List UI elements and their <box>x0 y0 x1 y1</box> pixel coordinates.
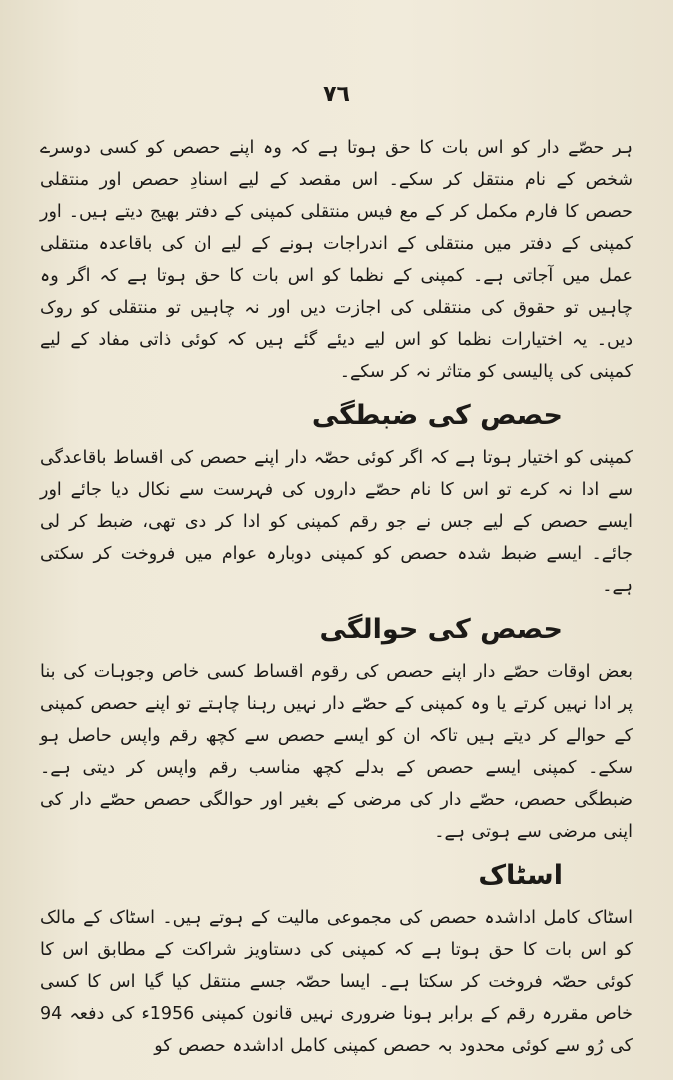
page-number: ٧٦ <box>323 82 350 107</box>
heading-forfeiture: حصص کی ضبطگی <box>311 400 563 431</box>
heading-stock: اسٹاک <box>478 860 563 891</box>
page-content <box>40 132 633 1062</box>
paragraph-share-transfer: ہر حصّے دار کو اس بات کا حق ہوتا ہے کہ وہ اپنے حصص کو کسی دوسرے شخص کے نام منتقل کر سکے۔ اس مقصد کے لیے اسنادِ حصص اور منتقلی حصص کا فارم مکمل کر کے مع فیس منتقلی کمپنی کے دفتر بھیج دیتے ہیں۔ اور کمپنی کے دفتر میں منتقلی کے اندراجات ہونے کے لیے ان کی باقاعدہ منتقلی عمل میں آجاتی ہے۔ کمپنی کے نظما کو اس بات کا حق ہوتا ہے کہ اگر وہ چاہیں تو حقوق کی منتقلی کی اجازت دیں اور نہ چاہیں تو منتقلی کو روک دیں۔ یہ اختیارات نظما کو اس لیے دیئے گئے ہیں کہ کوئی ذاتی مفاد کے لیے کمپنی کی پالیسی کو متاثر نہ کر سکے۔ <box>40 138 633 382</box>
paragraph-stock: اسٹاک کامل اداشدہ حصص کی مجموعی مالیت کے ہوتے ہیں۔ اسٹاک کے مالک کو اس بات کا حق ہوتا ہے کہ کمپنی کی دستاویز شراکت کے مطابق اس کا کوئی حصّہ فروخت کر سکتا ہے۔ ایسا حصّہ جسے منتقل کیا گیا اس کا کسی خاص مقررہ رقم کے برابر ہونا ضروری نہیں قانون کمپنی 1956ء کی دفعہ 94 کی رُو سے کوئی محدود بہ حصص کمپنی کامل اداشدہ حصص کو <box>40 908 633 1056</box>
paragraph-surrender: بعض اوقات حصّے دار اپنے حصص کی رقوم اقساط کسی خاص وجوہات کی بنا پر ادا نہیں کرتے یا وہ کمپنی کے حصّے دار نہیں رہنا چاہتے تو اپنے حصص کمپنی کے حوالے کر دیتے ہیں تاکہ ان کو ایسے حصص سے کچھ رقم واپس حاصل ہو سکے۔ کمپنی ایسے حصص کے بدلے کچھ مناسب رقم واپس کر دیتی ہے۔ ضبطگی حصص، حصّے دار کی مرضی کے بغیر اور حوالگی حصص حصّے دار کی اپنی مرضی سے ہوتی ہے۔ <box>40 662 633 842</box>
heading-surrender: حصص کی حوالگی <box>319 614 563 645</box>
paragraph-forfeiture: کمپنی کو اختیار ہوتا ہے کہ اگر کوئی حصّہ دار اپنے حصص کی اقساط باقاعدگی سے ادا نہ کرے تو اس کا نام حصّے داروں کی فہرست سے نکال دیا جائے اور ایسے حصص کے لیے جس نے جو رقم کمپنی کو ادا کر دی تھی، ضبط کر لی جائے۔ ایسے ضبط شدہ حصص کو کمپنی دوبارہ عوام میں فروخت کر سکتی ہے۔ <box>40 448 633 596</box>
